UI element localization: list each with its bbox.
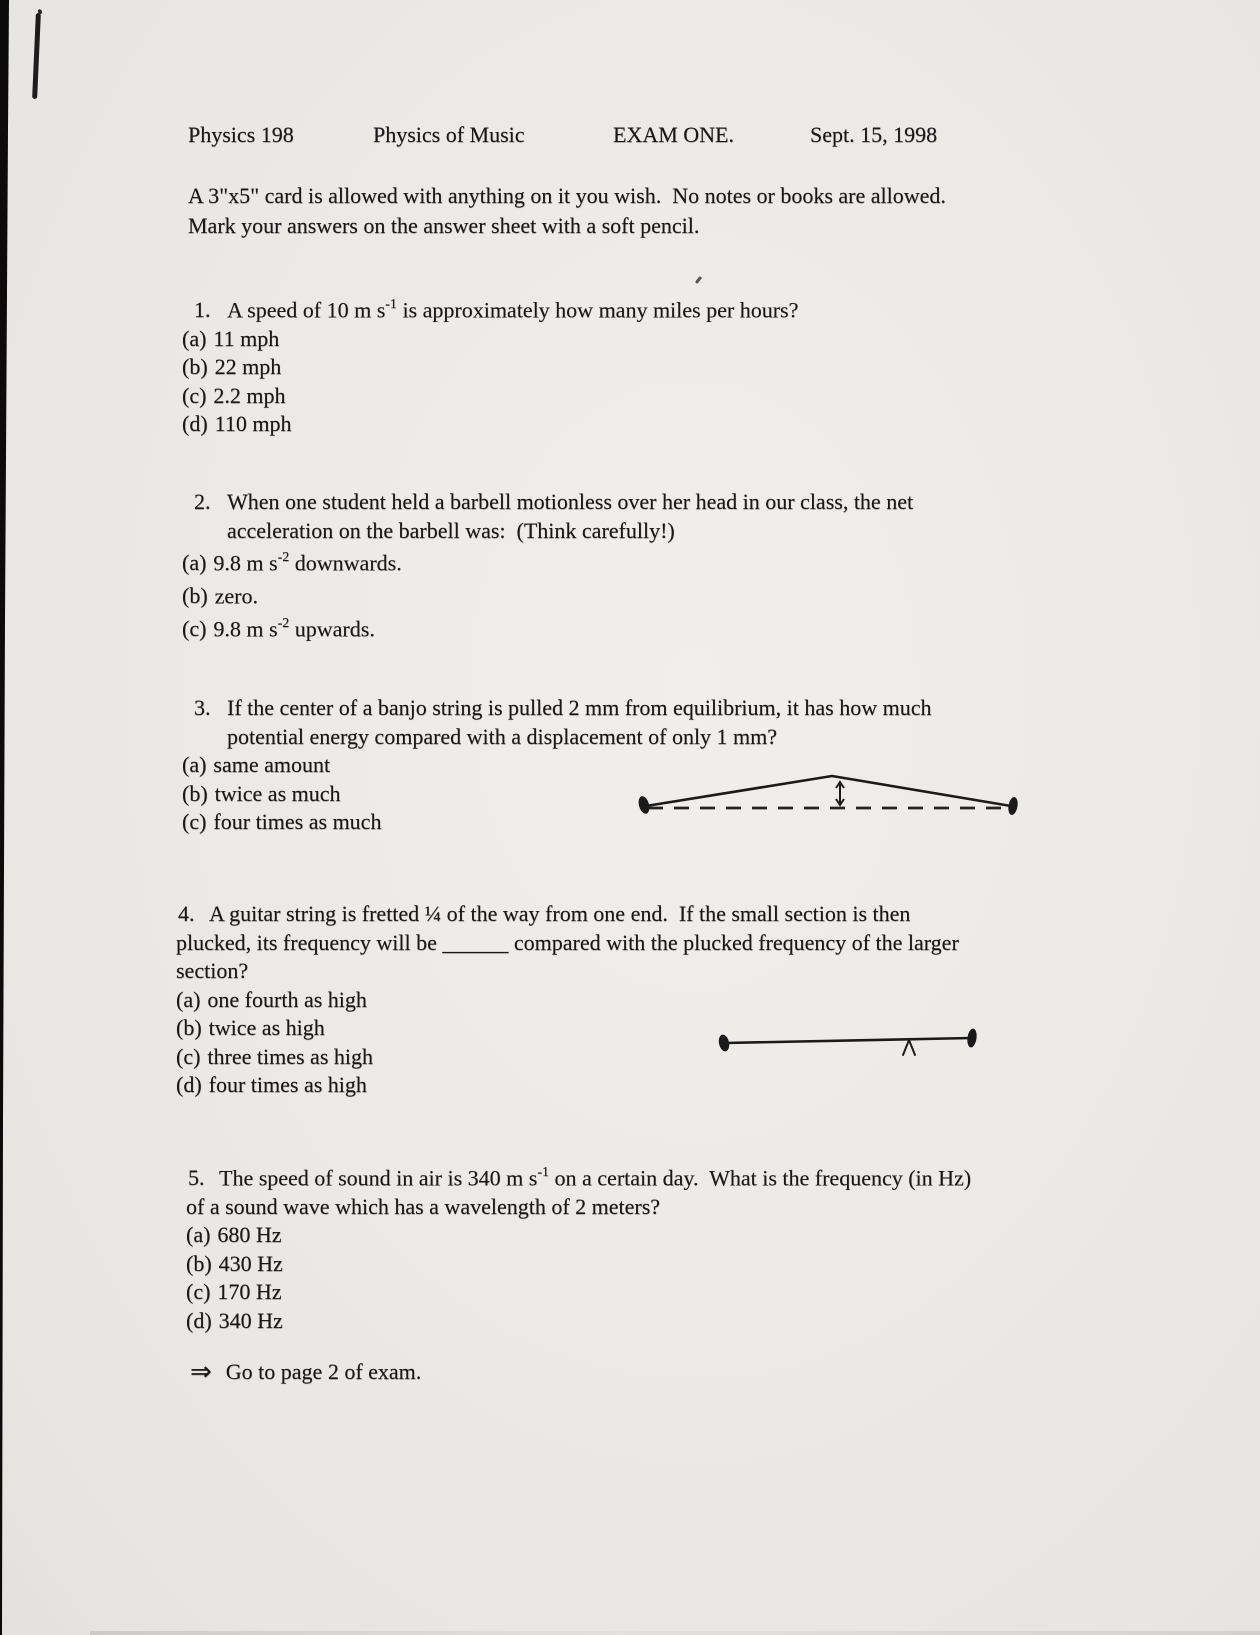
- option-text: 430 Hz: [218, 1250, 283, 1276]
- question-2-stem: [182, 488, 1102, 517]
- question-number: 2.: [194, 489, 211, 514]
- option-text: upwards.: [289, 615, 375, 641]
- question-number: 1.: [194, 297, 211, 323]
- option-text: 22 mph: [214, 354, 282, 380]
- option-text: one fourth as high: [207, 986, 367, 1012]
- option-label: (c): [182, 382, 207, 408]
- question-5-stem-continuation: of a sound wave which has a wavelength of 2 meters?: [186, 1193, 661, 1219]
- exam-title: EXAM ONE.: [613, 122, 734, 147]
- option-text: 340 Hz: [218, 1307, 283, 1333]
- option-label: (b): [186, 1250, 212, 1276]
- superscript: -1: [537, 1165, 550, 1180]
- option-label: (a): [186, 1222, 211, 1248]
- stem-text: A guitar string is fretted ¼ of the way from one end. If the small section is then: [209, 901, 911, 926]
- stem-text: on a certain day. What is the frequency (in Hz): [549, 1165, 972, 1191]
- fret-marker-icon: [903, 1040, 915, 1055]
- option-text: 9.8 m s: [213, 550, 278, 576]
- exam-header: [0, 122, 1260, 152]
- string-anchor-left: [637, 795, 651, 815]
- string-line: [725, 1038, 971, 1043]
- string-anchor-right: [966, 1028, 978, 1048]
- stem-text: The speed of sound in air is 340 m s: [219, 1165, 538, 1191]
- question-5-option-a: [186, 1221, 1126, 1250]
- pen-mark: [32, 13, 41, 99]
- option-text: four times as much: [213, 809, 382, 834]
- question-number: 3.: [194, 695, 211, 720]
- scan-edge-artifact: [0, 0, 10, 1635]
- question-2-option-b: [182, 578, 1102, 611]
- exam-instructions: [188, 181, 1088, 241]
- question-2-option-a: [182, 545, 1102, 578]
- question-3-stem: [182, 694, 1102, 723]
- course-title: Physics of Music: [373, 122, 525, 147]
- question-1: [182, 292, 1102, 439]
- displacement-arrow-icon: [836, 782, 844, 805]
- superscript: -2: [277, 550, 290, 565]
- question-1-stem: [182, 292, 1102, 325]
- exam-date: Sept. 15, 1998: [810, 122, 938, 147]
- option-text: 9.8 m s: [213, 615, 278, 641]
- stem-text: is approximately how many miles per hours?: [396, 297, 799, 323]
- option-label: (a): [176, 986, 201, 1012]
- stem-text: If the center of a banjo string is pulled 2 mm from equilibrium, it has how much: [227, 695, 932, 720]
- option-label: (d): [186, 1307, 212, 1333]
- scan-speck: [695, 276, 702, 284]
- option-text: 110 mph: [214, 411, 292, 437]
- question-4-stem-continuation: plucked, its frequency will be ______ compared with the plucked frequency of the larger: [176, 929, 959, 955]
- stem-text: A speed of 10 m s: [227, 297, 386, 323]
- plucked-string-diagram: [618, 738, 1028, 818]
- question-1-option-c: [182, 382, 1102, 411]
- option-label: (c): [182, 615, 207, 641]
- string-anchor-right: [1007, 796, 1019, 815]
- option-label: (c): [186, 1279, 211, 1305]
- option-label: (b): [176, 1015, 202, 1040]
- displaced-string-line: [646, 776, 1011, 806]
- option-text: same amount: [213, 752, 331, 777]
- option-text: 11 mph: [213, 325, 280, 351]
- option-text: twice as high: [208, 1015, 325, 1040]
- option-label: (d): [182, 411, 208, 437]
- question-4-option-a: [176, 986, 1116, 1015]
- option-label: (c): [176, 1043, 201, 1069]
- question-1-option-b: [182, 353, 1102, 382]
- question-2: [182, 488, 1102, 643]
- option-text: zero.: [214, 583, 259, 609]
- option-label: (a): [182, 752, 207, 777]
- option-label: (b): [182, 780, 208, 806]
- question-1-option-a: [182, 325, 1102, 354]
- option-text: 680 Hz: [217, 1222, 282, 1248]
- question-2-stem-continuation: acceleration on the barbell was: (Think carefully!): [227, 517, 675, 543]
- option-label: (a): [182, 325, 207, 351]
- footer-text: Go to page 2 of exam.: [225, 1359, 422, 1384]
- question-5-option-b: [186, 1250, 1126, 1279]
- question-4-option-d: [176, 1071, 1116, 1100]
- question-5-option-d: [186, 1307, 1126, 1336]
- instructions-line: A 3"x5" card is allowed with anything on it you wish. No notes or books are allowed.: [188, 183, 946, 208]
- question-5: [186, 1160, 1126, 1335]
- option-text: three times as high: [207, 1043, 373, 1069]
- question-3-stem-continuation: potential energy compared with a displacement of only 1 mm?: [227, 723, 778, 749]
- page-footer: [190, 1356, 421, 1387]
- option-label: (b): [182, 583, 208, 609]
- stem-text: When one student held a barbell motionless over her head in our class, the net: [227, 489, 914, 514]
- course-number: Physics 198: [188, 122, 294, 147]
- option-text: 170 Hz: [217, 1279, 282, 1305]
- question-number: 4.: [178, 901, 195, 926]
- option-text: downwards.: [289, 550, 402, 576]
- superscript: -2: [277, 615, 290, 631]
- option-label: (d): [176, 1072, 202, 1097]
- string-anchor-left: [717, 1034, 730, 1053]
- superscript: -1: [385, 297, 397, 312]
- question-5-option-c: [186, 1278, 1126, 1307]
- option-label: (b): [182, 354, 208, 380]
- question-4-stem-continuation: section?: [176, 958, 249, 983]
- question-5-stem: [186, 1160, 1126, 1193]
- option-label: (a): [182, 550, 207, 576]
- option-text: 2.2 mph: [213, 382, 286, 408]
- question-1-option-d: [182, 410, 1102, 439]
- instructions-line: Mark your answers on the answer sheet with a soft pencil.: [188, 213, 700, 238]
- option-text: twice as much: [214, 780, 341, 806]
- option-text: four times as high: [208, 1072, 367, 1097]
- question-4-stem: [176, 900, 1116, 929]
- scan-bottom-smudge: [90, 1631, 1260, 1635]
- question-number: 5.: [188, 1165, 205, 1191]
- option-label: (c): [182, 809, 207, 834]
- question-4: [176, 900, 1116, 1100]
- fretted-string-diagram: [695, 1012, 995, 1067]
- question-2-option-c: [182, 611, 1102, 644]
- double-arrow-icon: ⇒: [190, 1357, 212, 1386]
